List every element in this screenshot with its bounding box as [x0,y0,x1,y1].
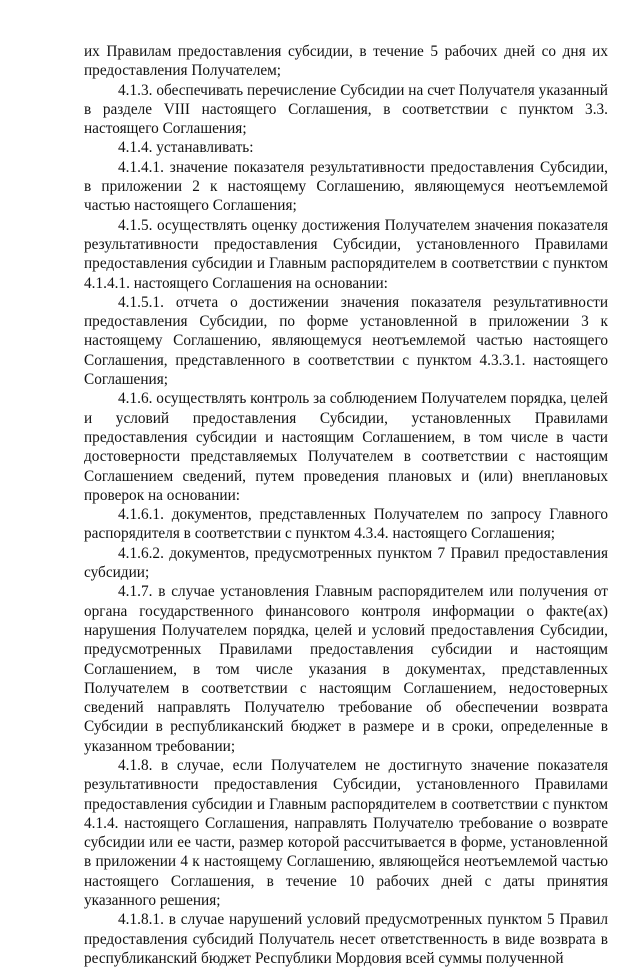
paragraph-4-1-4-1: 4.1.4.1. значение показателя результативности предоставления Субсидии, в приложении 2 к настоящему Соглашению, являющемуся неотъемлемой частью настоящего Соглашения; [84,158,608,215]
paragraph-4-1-5: 4.1.5. осуществлять оценку достижения Получателем значения показателя результативности предоставления Субсидии, установленного Правилами предоставления субсидии и Главным распорядителем в соответствии с пунктом 4.1.4.1. настоящего Соглашения на основании: [84,216,608,292]
paragraph-4-1-8-1: 4.1.8.1. в случае нарушений условий предусмотренных пунктом 5 Правил предоставления субсидий Получатель несет ответственность в виде возврата в республиканский бюджет Республики Мордовия всей суммы полученной [84,911,608,967]
paragraph-4-1-6: 4.1.6. осуществлять контроль за соблюдением Получателем порядка, целей и условий предоставления Субсидии, установленных Правилами предоставления субсидии и настоящим Соглашением, в том числе в части достоверности представляемых Получателем в соответствии с настоящим Соглашением сведений, путем проведения плановых и (или) внеплановых проверок на основании: [84,390,608,504]
paragraph-4-1-7: 4.1.7. в случае установления Главным распорядителем или получения от органа государственного финансового контроля информации о факте(ах) нарушения Получателем порядка, целей и условий предоставления Субсидии, предусмотренных Правилами предоставления субсидии и настоящим Соглашением, в том числе указания в документах, представленных Получателем в соответствии с настоящим Соглашением, недостоверных сведений направлять Получателю требование об обеспечении возврата Субсидии в республиканский бюджет в размере и в сроки, определенные в указанном требовании; [84,583,608,755]
paragraph-4-1-6-2: 4.1.6.2. документов, предусмотренных пунктом 7 Правил предоставления субсидии; [84,544,608,582]
paragraph-4-1-5-1: 4.1.5.1. отчета о достижении значения показателя результативности предоставления Субсидии, по форме установленной в приложении 3 к настоящему Соглашению, являющемуся неотъемлемой частью настоящего Соглашения, представленного в соответствии с пунктом 4.3.3.1. настоящего Соглашения; [84,293,608,389]
paragraph-4-1-8: 4.1.8. в случае, если Получателем не достигнуто значение показателя результативности предоставления Субсидии, установленного Правилами предоставления субсидии и Главным распорядителем в соответствии с пунктом 4.1.4. настоящего Соглашения, направлять Получателю требование о возврате субсидии или ее части, размер которой рассчитывается в форме, установленной в приложении 4 к настоящему Соглашению, являющейся неотъемлемой частью настоящего Соглашения, в течение 10 рабочих дней с даты принятия указанного решения; [84,756,608,910]
paragraph-4-1-6-1: 4.1.6.1. документов, представленных Получателем по запросу Главного распорядителя в соответствии с пунктом 4.3.4. настоящего Соглашения; [84,506,608,543]
paragraph-4-1-4: 4.1.4. устанавливать: [118,139,254,157]
paragraph-4-1-3: 4.1.3. обеспечивать перечисление Субсидии на счет Получателя указанный в разделе VIII настоящего Соглашения, в соответствии с пунктом 3.3. настоящего Соглашения; [84,81,608,138]
paragraph-continuation: их Правилам предоставления субсидии, в течение 5 рабочих дней со дня их предоставления Получателем; [84,43,608,80]
document-page [84,42,608,968]
